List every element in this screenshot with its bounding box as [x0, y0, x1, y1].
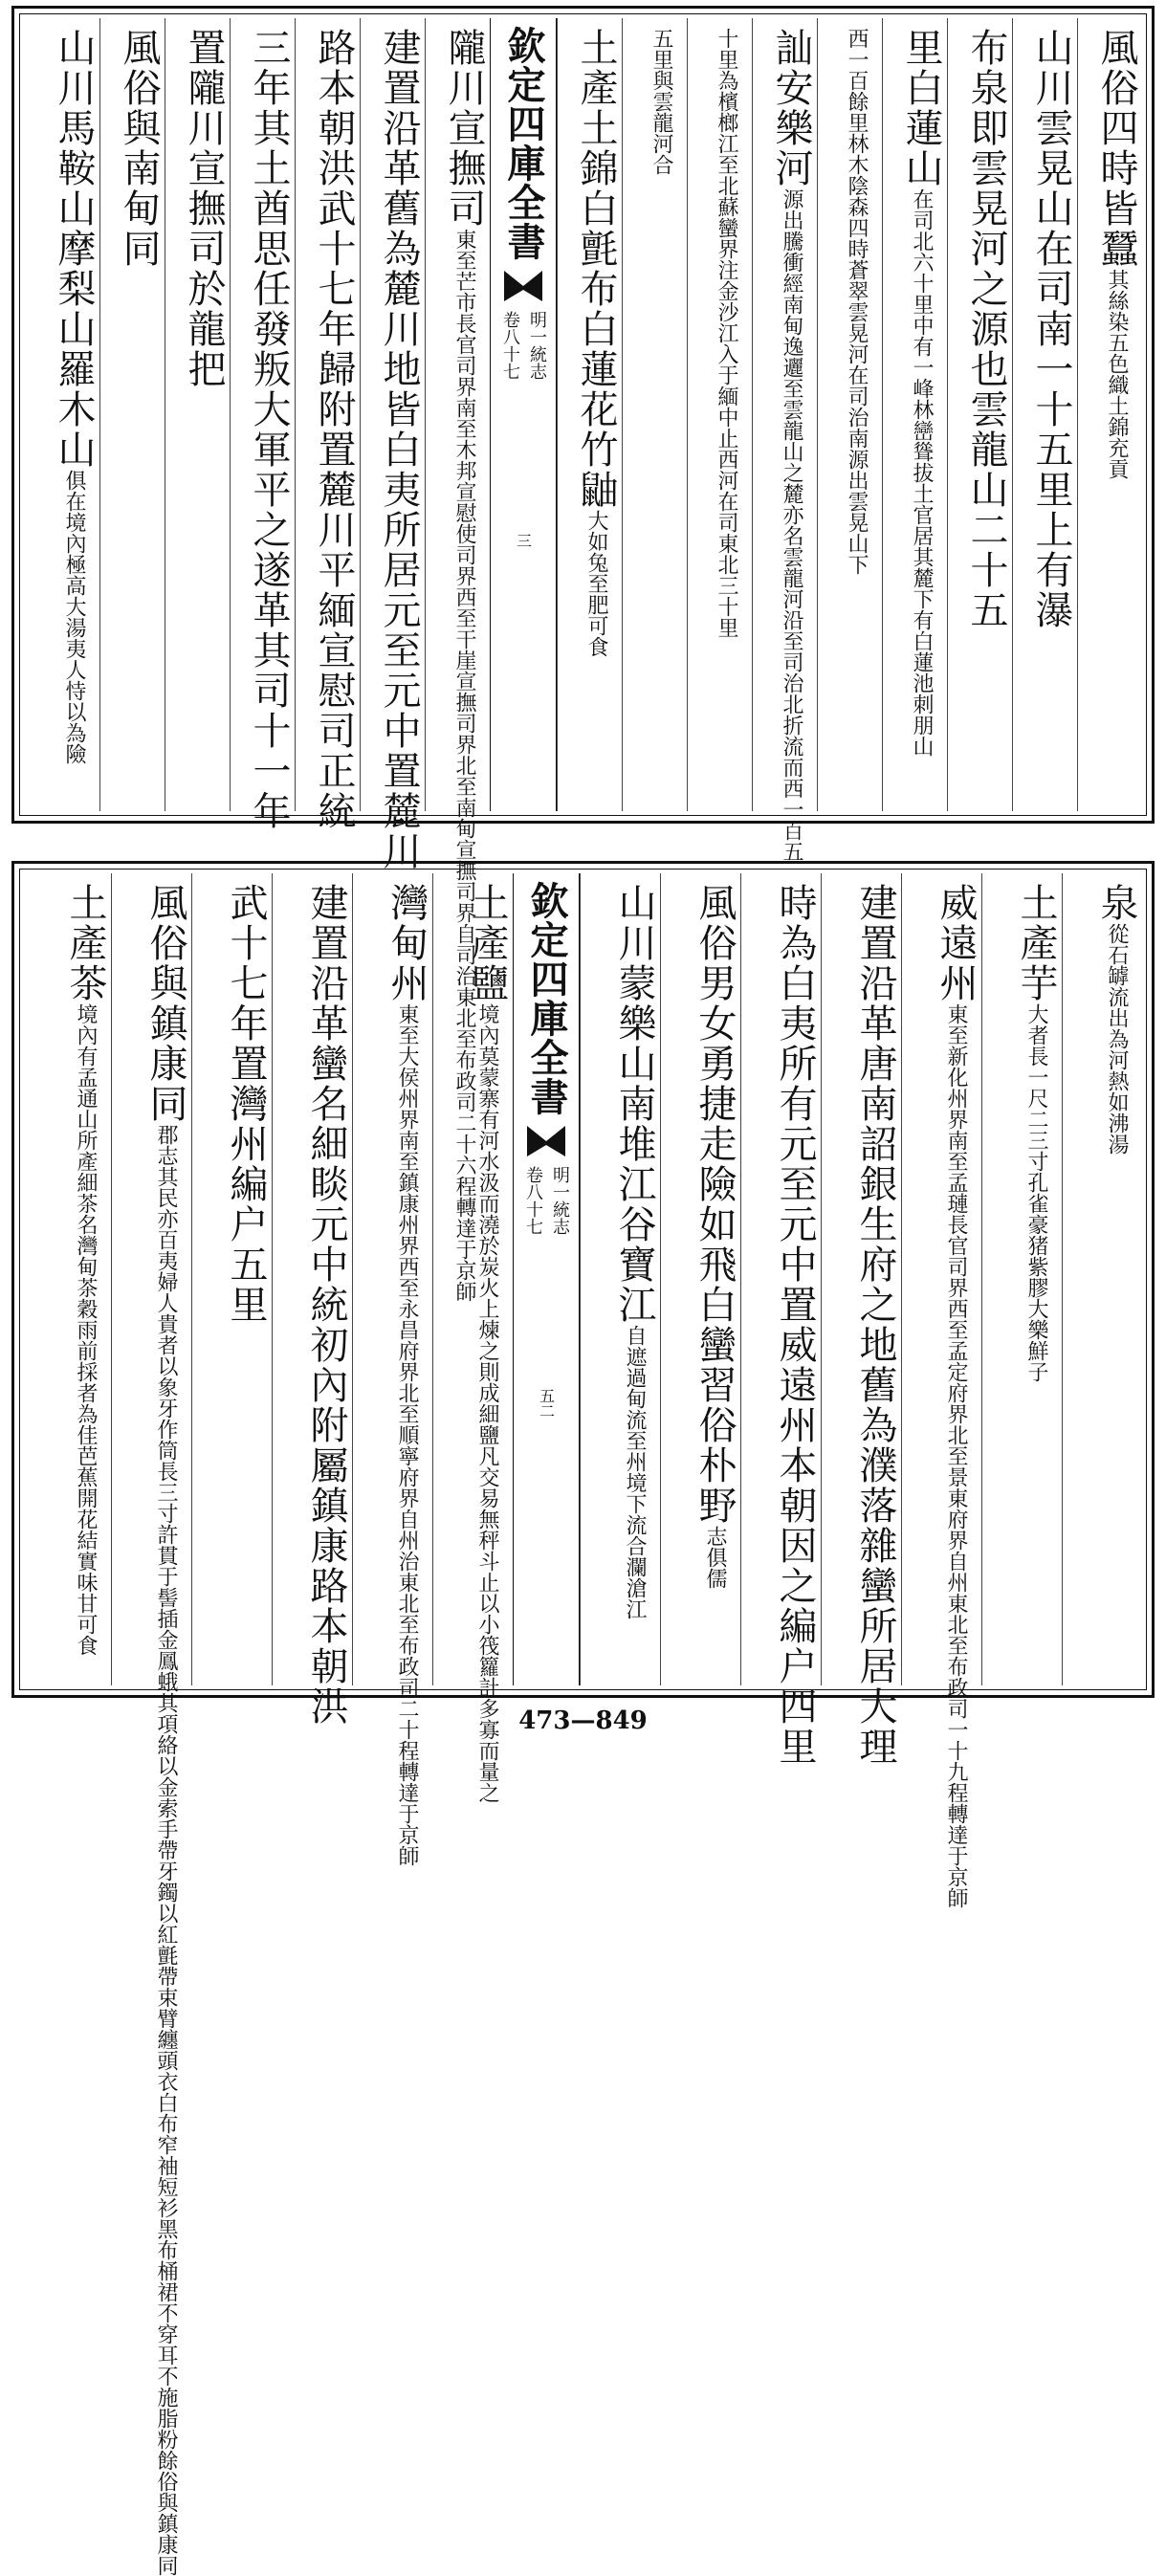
text-column: 土產芋大者長一尺二三寸孔雀豪猪紫膠大樂鮮子 — [981, 873, 1062, 1685]
text-column: 路本朝洪武十七年歸附置麓川平緬宣慰司正統 — [295, 18, 360, 811]
text-column: 風俗與鎮康同郡志其民亦百夷婦人貴者以象牙作筒長三寸許貫于髻插金鳳蛾其項絡以金索手帶牙鐲以紅氈帶束臂纏頭衣白布窄袖短衫黑布桶裙不穿耳不施脂粉餘俗與鎮康同 — [111, 873, 191, 1685]
text-column: 風俗男女勇捷走險如飛白蠻習俗朴野志俱儒 — [660, 873, 740, 1685]
text-column: 布泉即雲晃河之源也雲龍山二十五 — [947, 18, 1012, 811]
text-column: 置隴川宣撫司於龍把 — [165, 18, 230, 811]
text-column: 威遠州東至新化州界南至孟璉長官司界西至孟定府界北至景東府界自州東北至布政司一十九程轉達于京師 — [901, 873, 981, 1685]
juan-number: 卷八十七 — [500, 311, 520, 380]
scan-page-number: 473—849 — [518, 1706, 648, 1735]
text-column: 里白蓮山在司北六十里中有一峰林巒聳拔土官居其麓下有白蓮池刺朋山 — [882, 18, 947, 811]
text-column: 土產茶境內有孟通山所產細茶名灣甸茶穀雨前採者為佳芭蕉開花結實味甘可食 — [63, 883, 107, 1656]
text-column: 五里與雲龍河合 — [622, 18, 687, 811]
text-column: 山川雲晃山在司南一十五里上有瀑 — [1012, 18, 1077, 811]
text-column: 山川蒙樂山南堆江谷寶江自遮過甸流至州境下流合瀾滄江 — [580, 873, 660, 1685]
text-column: 武十七年置灣州編户五里 — [191, 873, 272, 1685]
text-column: 土產鹽境內莫蒙寨有河水汲而澆於炭火上煉之則成細鹽凡交易無秤斗止以小筏籮計多寡而量之 — [432, 873, 513, 1685]
page-number: 五二 — [537, 1388, 556, 1419]
text-column: 隴川宣撫司東至芒市長官司界南至木邦宣慰使司界西至干崖宣撫司界北至南甸宣撫司界自司治東北至布政司二十六程轉達于京師 — [425, 18, 490, 811]
text-column: 風俗與南甸同 — [99, 18, 165, 811]
fish-tail-mark-icon — [525, 1124, 567, 1158]
text-column: 土產土錦白氈布白蓮花竹鼬大如兔至肥可食 — [557, 18, 622, 811]
fish-tail-mark-icon — [502, 269, 544, 303]
text-column: 建置沿革唐南詔銀生府之地舊為濮落雜蠻所居大理 — [821, 873, 901, 1685]
book-title: 欽定四庫全書 — [524, 881, 569, 1116]
text-column: 風俗四時皆蠶其絲染五色織土錦充貢 — [1077, 18, 1142, 811]
text-column: 十里為檳榔江至北蘇蠻界注金沙江入于緬中止西河在司東北三十里 — [687, 18, 752, 811]
text-column: 時為白夷所有元至元中置威遠州本朝因之編户四里 — [740, 873, 821, 1685]
folio-strip — [513, 873, 580, 1685]
work-title: 明一統志 — [550, 1166, 570, 1235]
text-column: 訕安樂河源出騰衝經南甸逸邐至雲龍山之麓亦名雲龍河沿至司治北折流而西一百五 — [752, 18, 817, 811]
text-column: 西一百餘里林木陰森四時蒼翠雲晃河在司治南源出雲晃山下 — [817, 18, 882, 811]
text-column: 山川馬鞍山摩梨山羅木山俱在境內極高大湯夷人恃以為險 — [52, 28, 96, 764]
text-column: 建置沿革蠻名細睒元中統初內附屬鎮康路本朝洪 — [272, 873, 352, 1685]
text-column: 泉從石罅流出為河熱如沸湯 — [1062, 873, 1142, 1685]
folio-strip — [490, 18, 557, 811]
text-column: 灣甸州東至大侯州界南至鎮康州界西至永昌府界北至順寧府界自州治東北至布政司二十程轉達于京師 — [352, 873, 432, 1685]
text-column: 三年其土酋思任發叛大軍平之遂革其司十一年 — [230, 18, 295, 811]
book-title: 欽定四庫全書 — [501, 26, 546, 261]
page-number: 三 — [514, 533, 533, 548]
text-column: 建置沿革舊為麓川地皆白夷所居元至元中置麓川 — [360, 18, 425, 811]
juan-number: 卷八十七 — [523, 1166, 543, 1235]
work-title: 明一統志 — [527, 311, 547, 380]
